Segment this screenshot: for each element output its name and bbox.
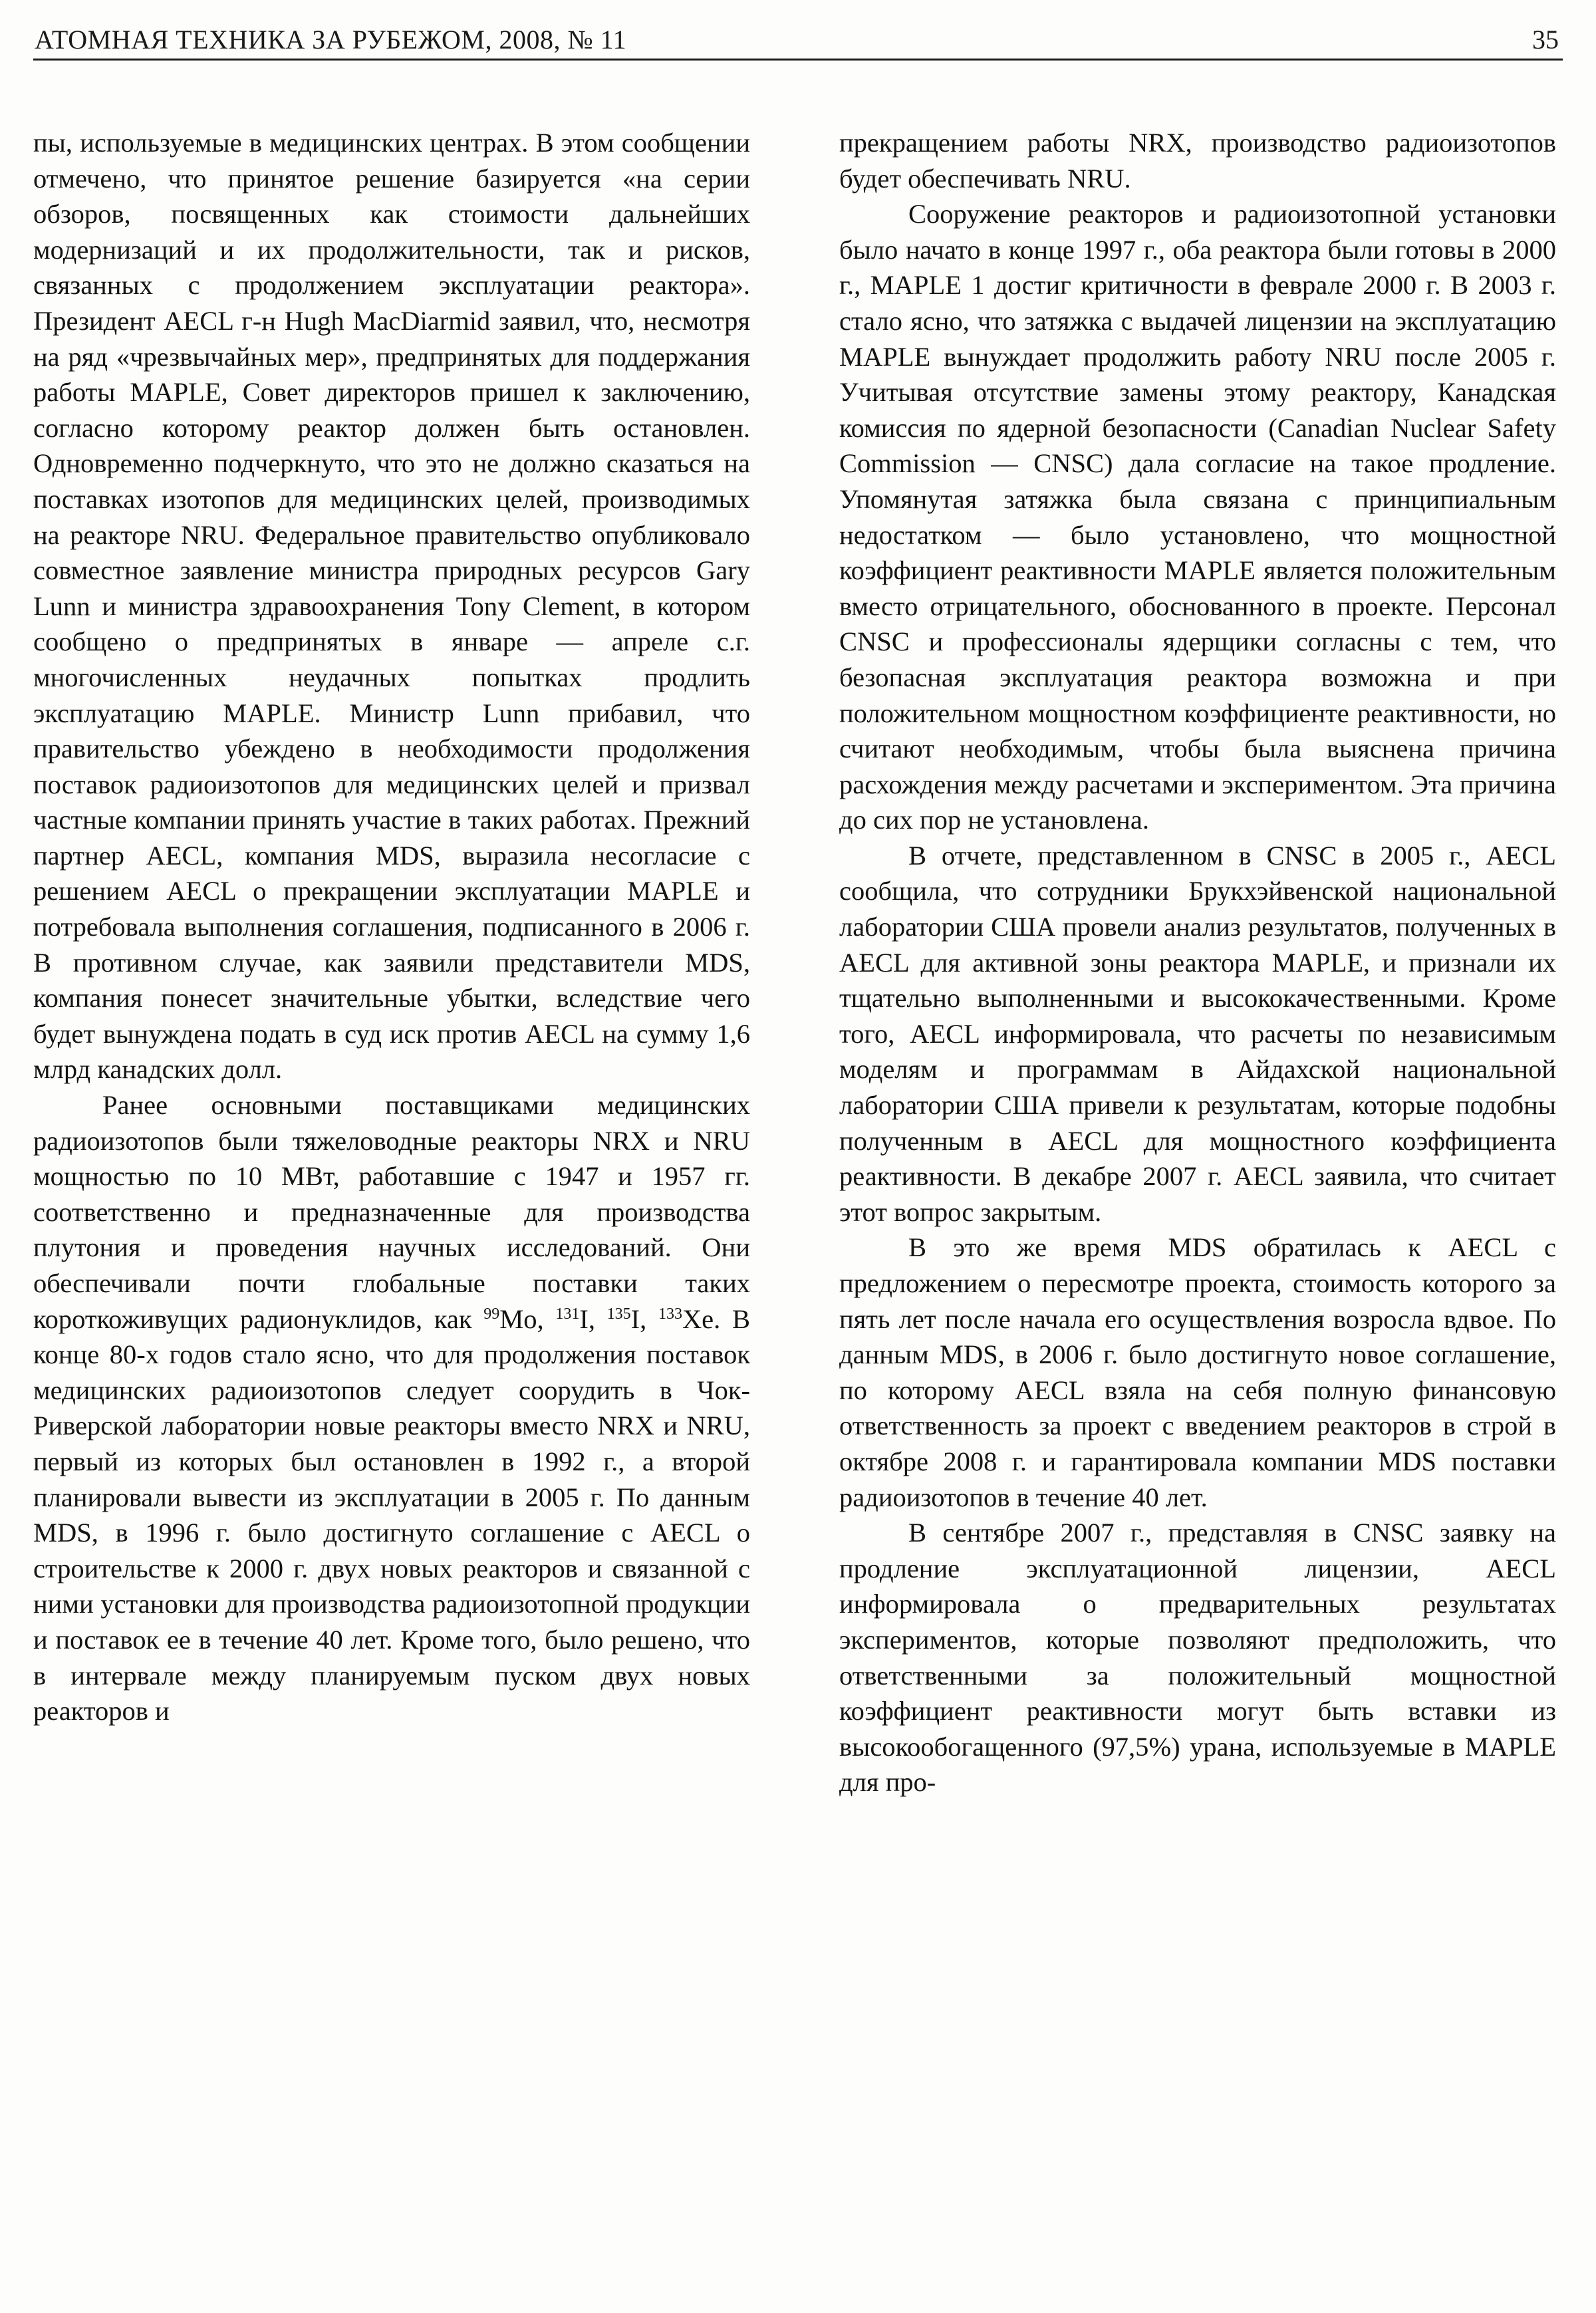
left-paragraph-2-text-a: Ранее основными поставщиками медицинских радиоизотопов были тяжеловодные реакторы NRX и NRU мощностью по 10 МВт, работавшие с 1947 и 1957 гг. соответственно и предназначенные для производства плутония и проведения научных исследований. Они обеспечивали почти глобальные поставки таких короткоживущих радионуклидов, как xyxy=(33,1090,750,1334)
left-column xyxy=(33,125,750,1729)
isotope-i135: I, xyxy=(630,1303,658,1334)
isotope-mo-mass: 99 xyxy=(483,1305,500,1323)
right-paragraph-4: В это же время MDS обратилась к AECL с предложением о пересмотре проекта, стоимость которого за пять лет после начала его осуществления возросла вдвое. По данным MDS, в 2006 г. было достигнуто новое соглашение, по которому AECL взяла на себя полную финансовую ответственность за проект с введением реакторов в строй в октябре 2008 г. и гарантировала компании MDS поставки радиоизотопов в течение 40 лет. xyxy=(839,1232,1556,1512)
left-paragraph-2-text-b: Xe. В конце 80-х годов стало ясно, что для продолжения поставок медицинских радиоизотопов следует соорудить в Чок-Риверской лаборатории новые реакторы вместо NRX и NRU, первый из которых был остановлен в 1992 г., а второй планировали вывести из эксплуатации в 2005 г. По данным MDS, в 1996 г. было достигнуто соглашение с AECL о строительстве к 2000 г. двух новых реакторов и связанной с ними установки для производства радиоизотопной продукции и поставок ее в течение 40 лет. Кроме того, было решено, что в интервале между планируемым пуском двух новых реакторов и xyxy=(33,1303,750,1726)
header-rule xyxy=(33,59,1563,61)
isotope-xe-mass: 133 xyxy=(658,1305,682,1323)
isotope-mo: Mo, xyxy=(499,1303,556,1334)
isotope-i131-mass: 131 xyxy=(555,1305,580,1323)
right-paragraph-3: В отчете, представленном в CNSC в 2005 г., AECL сообщила, что сотрудники Брукхэйвенской национальной лаборатории США провели анализ результатов, полученных в AECL для активной зоны реактора MAPLE, и признали их тщательно выполненными и высококачественными. Кроме того, AECL информировала, что расчеты по независимым моделям и программам в Айдахской национальной лаборатории США привели к результатам, которые подобны полученным в AECL для мощностного коэффициента реактивности. В декабре 2007 г. AECL заявила, что считает этот вопрос закрытым. xyxy=(839,840,1556,1227)
isotope-i135-mass: 135 xyxy=(606,1305,631,1323)
right-paragraph-2: Сооружение реакторов и радиоизотопной установки было начато в конце 1997 г., оба реактора были готовы в 2000 г., MAPLE 1 достиг критичности в феврале 2000 г. В 2003 г. стало ясно, что затяжка с выдачей лицензии на эксплуатацию MAPLE вынуждает продолжить работу NRU после 2005 г. Учитывая отсутствие замены этому реактору, Канадская комиссия по ядерной безопасности (Canadian Nuclear Safety Commission — CNSC) дала согласие на такое продление. Упомянутая затяжка была связана с принципиальным недостатком — было установлено, что мощностной коэффициент реактивности MAPLE является положительным вместо отрицательного, обоснованного в проекте. Персонал CNSC и профессионалы ядерщики согласны с тем, что безопасная эксплуатация реактора возможна и при положительном мощностном коэффициенте реактивности, но считают необходимым, чтобы была выяснена причина расхождения между расчетами и экспериментом. Эта причина до сих пор не установлена. xyxy=(839,199,1556,835)
right-column xyxy=(839,125,1556,1800)
right-paragraph-5: В сентябре 2007 г., представляя в CNSC заявку на продление эксплуатационной лицензии, AECL информировала о предварительных результатах экспериментов, которые позволяют предположить, что ответственными за положительный мощностной коэффициент реактивности могут быть вставки из высокообогащенного (97,5%) урана, используемые в MAPLE для про- xyxy=(839,1518,1556,1798)
left-paragraph-2 xyxy=(33,1087,750,1729)
left-paragraph-1: пы, используемые в медицинских центрах. В этом сообщении отмечено, что принятое решение базируется «на серии обзоров, посвященных как стоимости дальнейших модернизаций и их продолжительности, так и рисков, связанных с продолжением эксплуатации реактора». Президент AECL г-н Hugh MacDiarmid заявил, что, несмотря на ряд «чрезвычайных мер», предпринятых для поддержания работы MAPLE, Совет директоров пришел к заключению, согласно которому реактор должен быть остановлен. Одновременно подчеркнуто, что это не должно сказаться на поставках изотопов для медицинских целей, производимых на реакторе NRU. Федеральное правительство опубликовало совместное заявление министра природных ресурсов Gary Lunn и министра здравоохранения Tony Clement, в котором сообщено о предпринятых в январе — апреле с.г. многочисленных неудачных попытках продлить эксплуатацию MAPLE. Министр Lunn прибавил, что правительство убеждено в необходимости продолжения поставок радиоизотопов для медицинских целей и призвал частные компании принять участие в таких работах. Прежний партнер AECL, компания MDS, выразила несогласие с решением AECL о прекращении эксплуатации MAPLE и потребовала выполнения соглашения, подписанного в 2006 г. В противном случае, как заявили представители MDS, компания понесет значительные убытки, вследствие чего будет вынуждена подать в суд иск против AECL на сумму 1,6 млрд канадских долл. xyxy=(33,128,750,1085)
journal-title: АТОМНАЯ ТЕХНИКА ЗА РУБЕЖОМ, 2008, № 11 xyxy=(35,25,627,55)
isotope-i131: I, xyxy=(579,1303,607,1334)
running-header xyxy=(33,20,1563,60)
right-paragraph-1: прекращением работы NRX, производство радиоизотопов будет обеспечивать NRU. xyxy=(839,128,1556,194)
page-number: 35 xyxy=(1532,25,1559,55)
